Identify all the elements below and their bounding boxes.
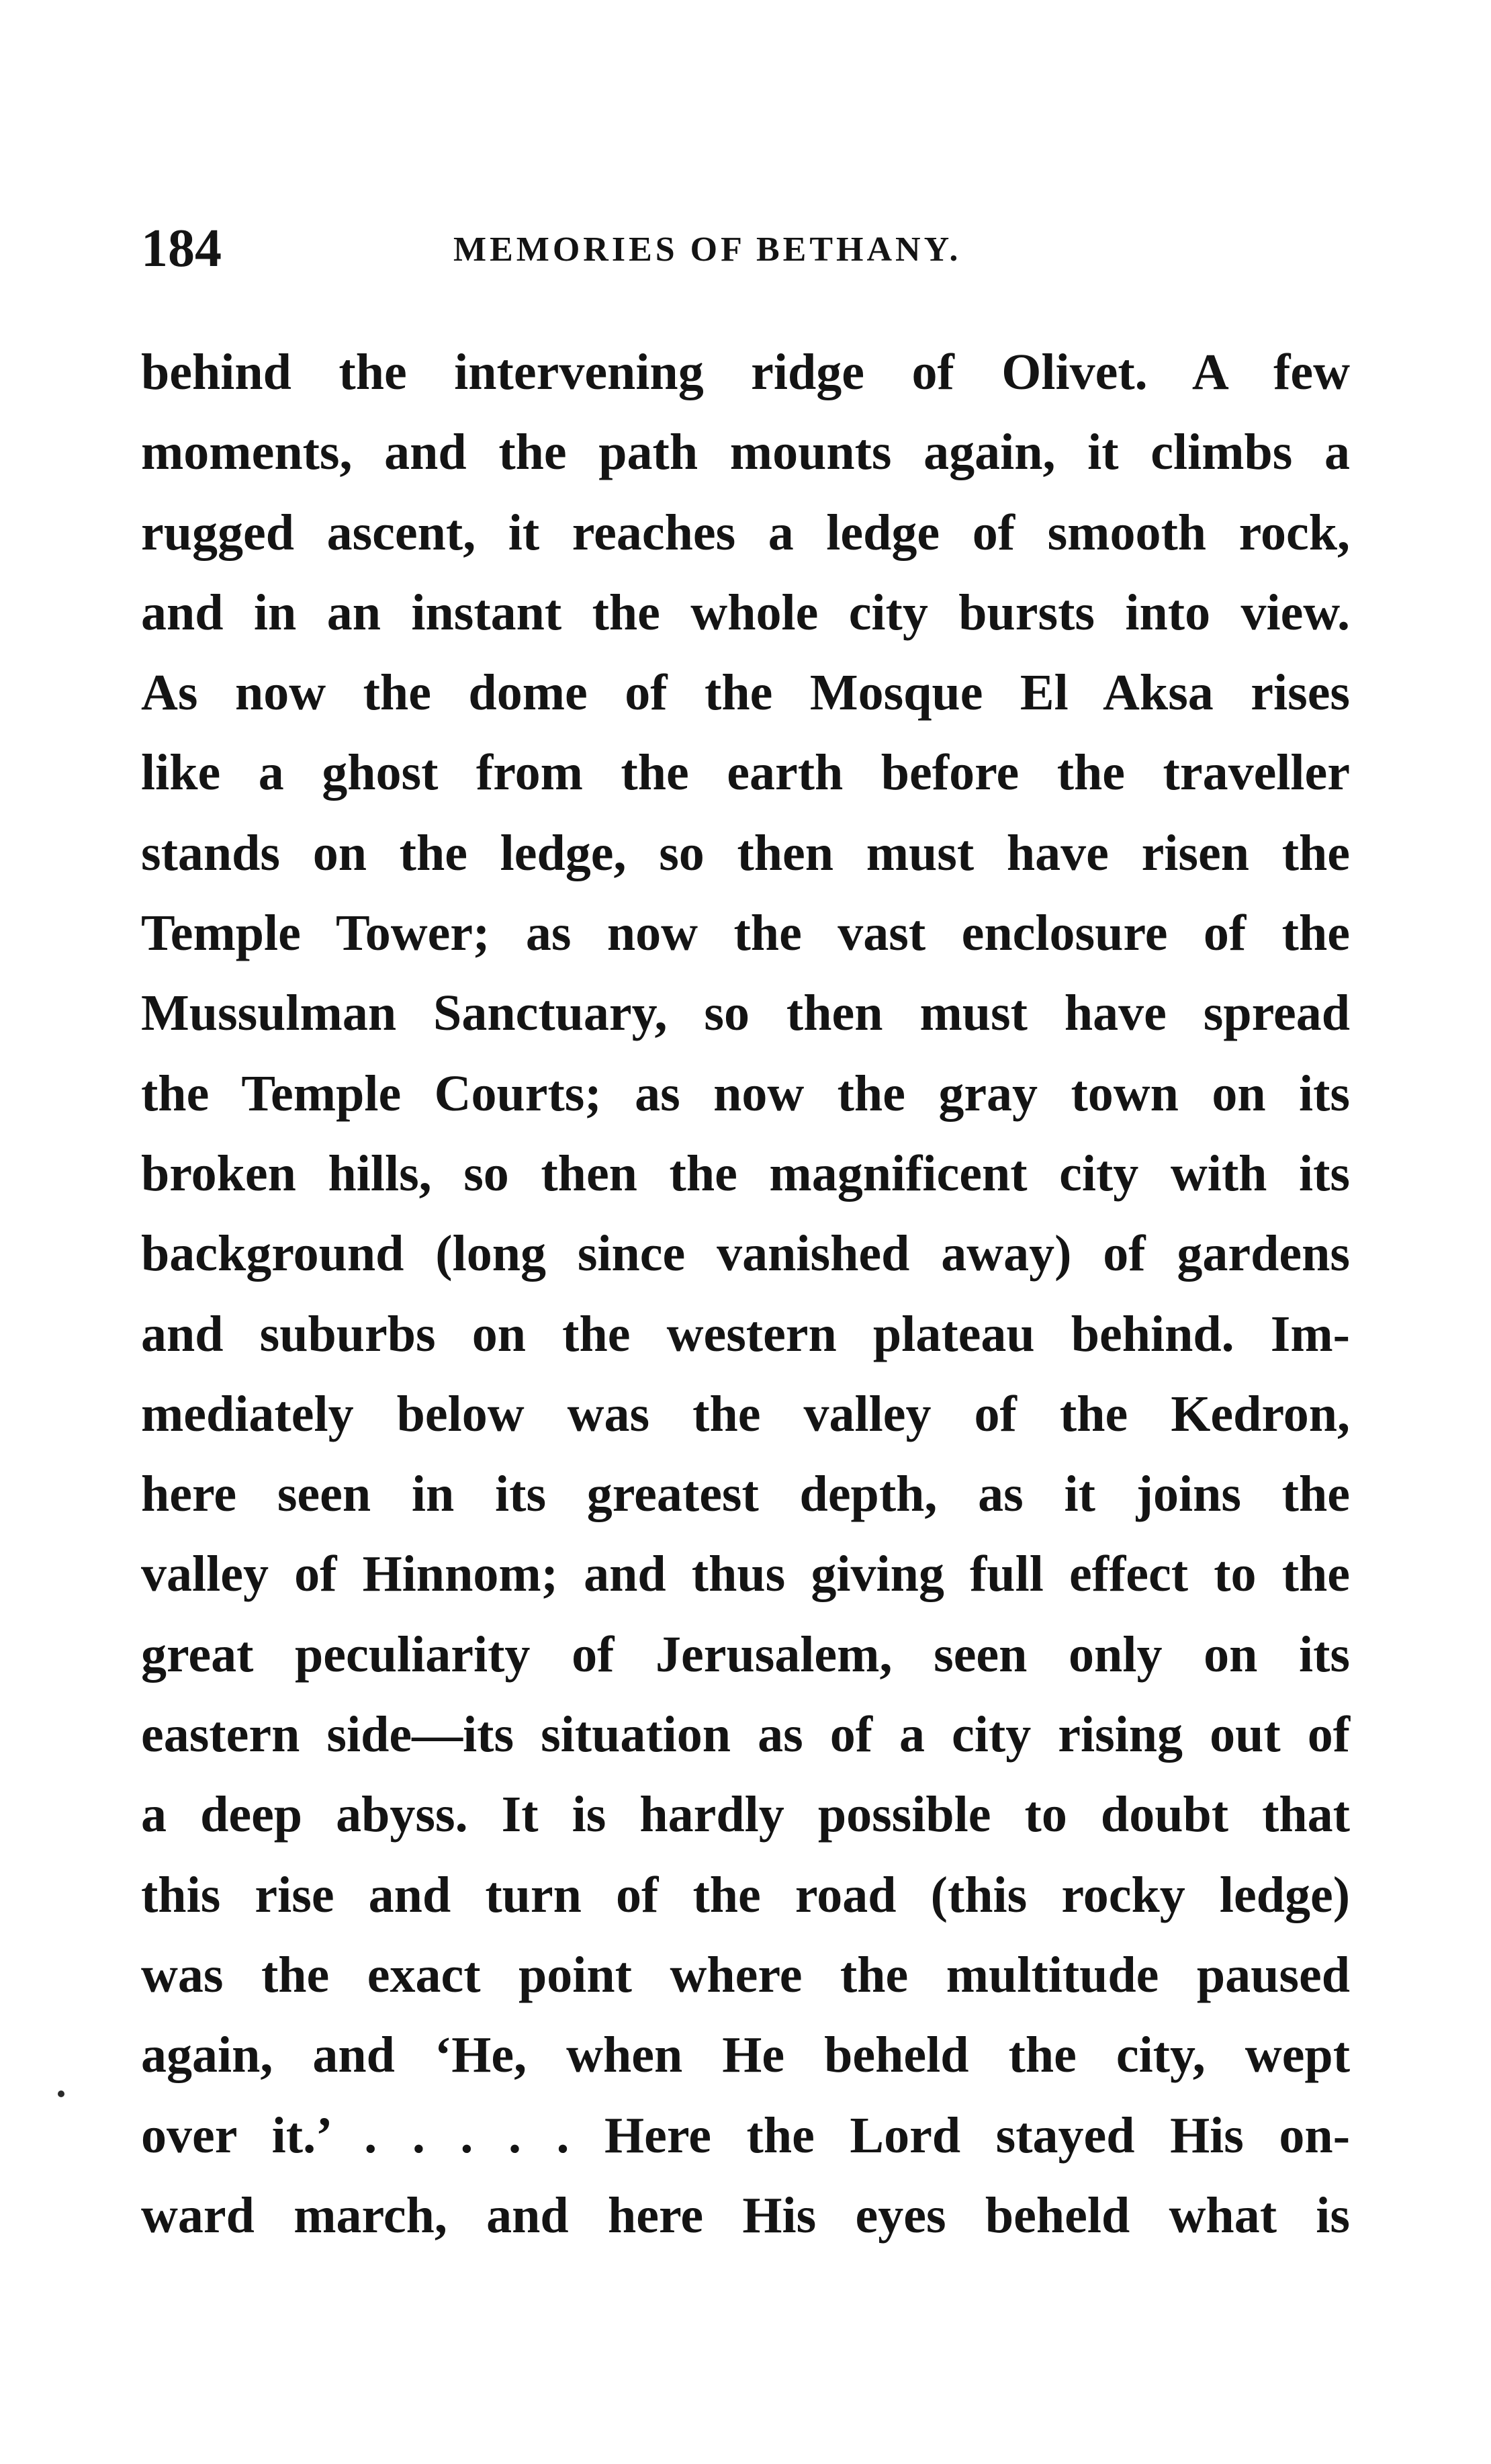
text-line-14: mediately below was the valley of the Kedron, [141,1385,1350,1442]
body-text [141,333,1350,2256]
text-line-17: great peculiarity of Jerusalem, seen only on its [141,1626,1350,1683]
running-title: MEMORIES OF BETHANY. [453,230,962,269]
text-line-13: and suburbs on the western plateau behind. Im- [141,1305,1350,1362]
text-line-23: over it.’ . . . . . Here the Lord stayed His on- [141,2107,1350,2164]
text-line-2: moments, and the path mounts again, it climbs a [141,424,1350,481]
text-line-7: stands on the ledge, so then must have risen the [141,824,1350,881]
text-line-24: ward march, and here His eyes beheld what is [141,2187,1350,2244]
page-number: 184 [141,219,222,278]
text-line-9: Mussulman Sanctuary, so then must have spread [141,985,1350,1042]
running-head [141,215,1350,282]
text-line-16: valley of Hinnom; and thus giving full effect to the [141,1546,1350,1603]
text-line-4: and in an instant the whole city bursts into view. [141,584,1350,641]
text-line-10: the Temple Courts; as now the gray town on its [141,1065,1350,1122]
text-line-20: this rise and turn of the road (this rocky ledge) [141,1866,1350,1923]
text-line-6: like a ghost from the earth before the traveller [141,744,1350,801]
text-line-22: again, and ‘He, when He beheld the city, wept [141,2027,1350,2084]
text-line-12: background (long since vanished away) of gardens [141,1225,1350,1282]
margin-speck [58,2091,64,2097]
text-line-1: behind the intervening ridge of Olivet. A few [141,344,1350,400]
text-line-18: eastern side—its situation as of a city rising out of [141,1706,1350,1763]
text-line-21: was the exact point where the multitude paused [141,1946,1350,2003]
text-line-19: a deep abyss. It is hardly possible to doubt that [141,1786,1350,1843]
text-line-5: As now the dome of the Mosque El Aksa rises [141,664,1350,721]
text-line-3: rugged ascent, it reaches a ledge of smooth rock, [141,504,1350,561]
text-line-15: here seen in its greatest depth, as it joins the [141,1466,1350,1523]
text-line-8: Temple Tower; as now the vast enclosure of the [141,905,1350,962]
text-line-11: broken hills, so then the magnificent city with its [141,1145,1350,1202]
